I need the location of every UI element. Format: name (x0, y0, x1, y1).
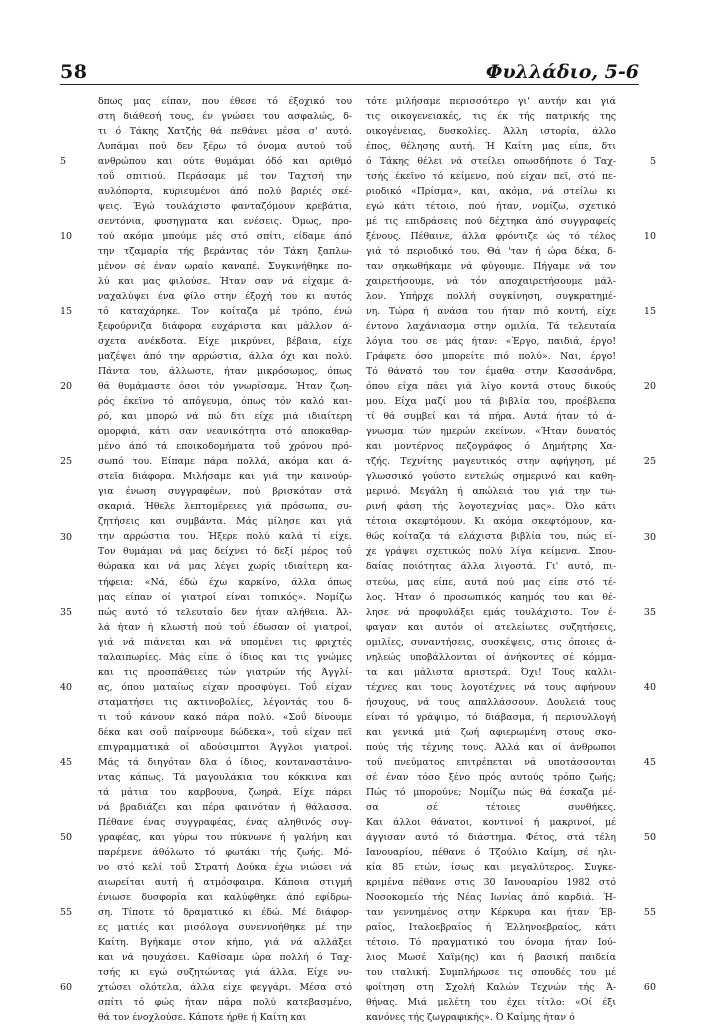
text-line: ήσυχους, νά τους απαλλάσσουν. Δουλειά τους (366, 696, 616, 708)
text-line: Πέθανε ένας συγγραφέας, ένας αληθινός συγ- (98, 816, 352, 828)
text-line: και γενικά μιά ζωή αφιερωμένη στους σκο- (366, 726, 616, 738)
text-line: Μάς τά διηγόταν δλα ό ίδιος, κονταναστάινο- (98, 756, 352, 768)
journal-title: Φυλλάδιο, 5-6 (485, 61, 639, 83)
text-line: ξένους. Πέθαινε, άλλα φρόντιζε ώς τό τέλος (366, 231, 616, 243)
text-line: την τζαμαρία τής βεράντας τόν Τάκη ξαπλω- (98, 246, 352, 258)
line-number: 15 (60, 306, 73, 318)
text-line: ας, όπου ματαίως είχαν προσφύγει. Τοΰ είχαν (98, 681, 352, 693)
line-number: 25 (643, 456, 656, 468)
text-line: Και άλλοι θάνατοι, κοντινοί ή μακρινοί, μέ (366, 816, 616, 828)
text-line: τι ό Τάκης Χατζής θά πεθάνει μέσα σ' αυτό. (98, 126, 352, 138)
text-line: τί θά συμβεί και τά πήρα. Αυτά ήταν τό ά- (366, 411, 616, 423)
text-line: λά ήταν ή κλωστή πού τοΰ έδωσαν οί γιατροί, (98, 621, 352, 633)
line-number: 50 (643, 831, 656, 843)
text-line: ραίος, Ιταλοεβραίος ή Έλληνοεβραίος, κάτι (366, 921, 616, 933)
text-line: νη. Τώρα ή ανάσα του ήταν πιό κοντή, είχε (366, 306, 616, 318)
text-line: τζής. Τεχνίτης μαγευτικός στην αφήγηση, μέ (366, 456, 616, 468)
line-number: 55 (643, 907, 656, 919)
text-line: τσής έκεϊνο τό κείμενο, πού είχαν πεϊ, στό πε- (366, 171, 616, 183)
line-number: 5 (649, 156, 656, 168)
text-line: ταν γεννημένος στην Κέρκυρα και ήταν Έβ- (366, 906, 616, 918)
text-line: σεντόνια, φυσηγματα και ενέσεις. Όμως, προ- (98, 216, 352, 228)
text-line: επιγραμματικά οί αδούσιμπτοι Άγγλοι γιατροί. (98, 741, 352, 753)
text-line: του ιταλική. Συμπλήρωσε τις σπουδές του μέ (366, 966, 616, 978)
text-line: λησε νά προφυλάξει εμάς τουλάχιστο. Τον έ- (366, 606, 616, 618)
text-line: σπίτι τό φώς ήταν πάρα πολύ κατεβασμένο, (98, 996, 352, 1008)
text-line: τέτοιο. Τό πραγματικό του όνομα ήταν Ιού- (366, 936, 616, 948)
text-line: λύ και μας φιλούσε. Ήταν σαν νά είχαμε ά- (98, 276, 352, 288)
text-line: τσής κι εγώ συζητώντας γιά άλλα. Είχε νυ- (98, 966, 352, 978)
line-number: 35 (643, 606, 656, 618)
line-number: 40 (60, 681, 73, 693)
text-line: θά τον ένοχλούσε. Κάποτε ήρθε ή Καίτη και (98, 1011, 307, 1023)
text-line: χε γράψει σχετικώς πολύ λίγα κείμενα. Σπου- (366, 546, 616, 558)
text-line: νο στό κελί τοΰ Στρατή Δούκα έχω νιώσει νά (98, 861, 352, 873)
text-line: Λυπάμαι πού δεν ξέρω τό όνομα αυτού τοΰ (98, 141, 352, 153)
text-line: λόγια του σε μάς ήταν: «Έργο, παιδιά, έργο! (366, 336, 616, 348)
text-line: τα και μάλιστα αριστερά. Όχι! Τους καλλι- (366, 666, 616, 678)
text-line: Τό θάνατό του τον έμαθα στην Κασσάνδρα, (366, 366, 616, 378)
page-number: 58 (60, 61, 88, 83)
line-number: 10 (60, 231, 73, 243)
text-line: αιωρείται αυτή ή ατμόσφαιρα. Κάποια στιγμή (98, 876, 352, 888)
text-line: τις οικογενειακές, τις έκ τής πατρικής της (366, 111, 616, 123)
text-line: ες ματιές και μισόλογα συνεννοήθηκε μέ την (98, 921, 352, 933)
text-line: θώρακα και νά μας λέγει χωρίς ιδιαίτερη κα- (98, 561, 352, 573)
text-line: τέχνες και τους λογοτέχνες νά τους αφήνουν (366, 681, 616, 693)
text-line: ό Τάκης θέλει νά στείλει οπωσδήποτε ό Ταχ- (366, 156, 616, 168)
text-line: μένον σέ έναν ωραίο καναπέ. Συγκινήθηκε πο- (98, 261, 352, 273)
text-line: δπως μας είπαν, που έθεσε τό έξοχικό του (98, 96, 352, 107)
text-line: Τον θυμάμαι νά μας δείχνει τό δεξί μέρος τοΰ (98, 546, 352, 558)
text-line: σωπό του. Είπαμε πάρα πολλά, ακόμα και ά- (98, 456, 352, 468)
right-column (366, 94, 616, 1025)
text-line: τά μάτια του καρβουνα, ζωηρά. Είχε πάρει (98, 786, 352, 798)
text-line: τοΰ πνεύματος επιτρέπεται νά υποτάσσονται (366, 756, 616, 768)
text-line: Γράφετε όσο μπορείτε πιό πολύ». Ναι, έργο! (366, 351, 616, 363)
text-line: Πώς τό μπορούνε; Νομίζω πώς θά έσκαζα μέ- (366, 786, 616, 798)
text-line: λον. Υπήρχε πολλή συγκίνηση, συγκρατημέ- (366, 291, 616, 303)
text-line: την αρρώστια του. Ήξερε πολύ καλά τί είχε. (98, 531, 352, 543)
text-line: ρό, και μπορώ νά πώ δτι είχε μιά ιδιαίτερη (98, 411, 352, 423)
text-line: ριοδικό «Πρίσμα», και, ακόμα, νά στείλω κι (366, 186, 616, 198)
text-line: Πάντα του, άλλωστε, ήταν μικρόσωμος, όπως (98, 366, 352, 378)
text-line: οικογένειας, δυσκολίες. Άλλη ιστορία, άλλο (366, 126, 616, 138)
text-line: νηλεώς υποβάλλονται οί άνήκοντες σέ κόμμα- (366, 651, 616, 663)
text-line: τοΰ σπιτιού. Περάσαμε μέ τον Ταχτσή την (98, 171, 352, 183)
text-line: τι τοΰ κάνουν κακό πάρα πολύ. «Σοΰ δίνουμε (98, 711, 352, 723)
text-line: γραφέας, και γύρω του πύκνωνε ή γαλήνη και (98, 831, 352, 843)
text-line: ση. Τίποτε τό δραματικό κι έδώ. Μέ διάφορ- (98, 906, 352, 918)
line-number: 50 (60, 831, 73, 843)
text-line: δαίας ποιότητας άλλα λιγοστά. Γι' αυτό, πι- (366, 561, 616, 573)
line-number: 20 (643, 381, 656, 393)
text-line: μερινό. Μεγάλη ή απώλειά του γιά την τω- (366, 486, 616, 498)
line-number: 45 (643, 756, 656, 768)
text-line: τήφεια: «Νά, έδώ έχω καρκίνο, άλλα όπως (98, 576, 352, 588)
line-number: 30 (643, 531, 656, 543)
text-line: μου. Είχα μαζί μου τά βιβλία του, προέβλεπα (366, 396, 616, 408)
text-line: στη διάθεσή τους, έν γνώσει του ασφαλώς, δ- (98, 111, 352, 123)
text-line: ομιλίες, συναντήσεις, συσκέψεις, στις όποιες ά- (366, 636, 616, 648)
text-line: φαγαν και αυτόν οί ατελείωτες συζητήσεις, (366, 621, 616, 633)
text-line: γνωσμα τών ημερών εκείνων. «Ήταν δυνατός (366, 426, 616, 438)
text-line: ένιωσε δυσφορία και καλύφθηκε άπό εφίδρω- (98, 891, 352, 903)
text-line: σα σέ τέτοιες συνθήκες. (366, 801, 616, 813)
text-line: κανόνες τής ζωγραφικής». Ό Καίμης ήταν ό (366, 1011, 575, 1023)
line-number: 60 (643, 982, 656, 994)
text-line: σέ έναν τόσο ξένο πρός αυτούς τρόπο ζωής; (366, 771, 616, 783)
left-column (98, 94, 352, 1025)
text-line: τότε μιλήσαμε περισσότερο γι' αυτήν και γιά (366, 96, 616, 107)
text-line: και τις προσπάθειες τών γιατρών τής Άγγλί- (98, 666, 352, 678)
text-line: και νά ησυχάσει. Καθίσαμε ώρα πολλή ό Ταχ- (98, 951, 352, 963)
text-line: θά θυμάμαστε όσοι τόν γνωρίσαμε. Ήταν ζωη- (98, 381, 352, 393)
text-line: τό καταχάρηκε. Τον κοίταζα μέ τρόπο, ένώ (98, 306, 352, 318)
text-line: γιά τό περιοδικό του. Θά 'ταν ή ώρα δέκα, δ- (366, 246, 616, 258)
text-line: εγώ κάτι τέτοιο, πού ήταν, νομίζω, σχετικό (366, 201, 616, 213)
text-line: όπου είχα πάει γιά λίγο κοντά στους δικούς (366, 381, 616, 393)
text-line: νά βραδιάζει και πέρα φαινόταν ή θάλασσα. (98, 801, 352, 813)
text-line: ντας κάπως. Τά μαγουλάκια του κόκκινα και (98, 771, 352, 783)
text-line: μαζέψει άπό την αρρώστια, άλλα όχι και πολύ. (98, 351, 352, 363)
text-line: για ένωση συγγραφέων, πού βρισκόταν στά (98, 486, 352, 498)
text-line: ζητήσεις και συμβάντα. Μάς μίλησε και γιά (98, 516, 352, 528)
text-line: Νοσοκομείο τής Νέας Ιωνίας άπό καρδιά. Ή- (366, 891, 616, 903)
text-line: πούς τής τέχνης τους. Άλλά και οί άνθρωποι (366, 741, 616, 753)
line-number: 45 (60, 756, 73, 768)
text-line: ναχαλύψει ένα φίλο στην έξοχή του κι αυτός (98, 291, 352, 303)
text-line: σχετα ανέκδοτα. Είχε μικρύνει, βέβαια, είχε (98, 336, 352, 348)
line-number: 40 (643, 681, 656, 693)
text-line: έπος, θέλησης αυτή. Ή Καίτη μας είπε, δτι (366, 141, 616, 153)
text-line: χαιρετήσουμε, νά τόν αποχαιρετήσουμε μάλ- (366, 276, 616, 288)
text-line: σταματήσει τις ακτινοβολίες, λέγοντάς του δ- (98, 696, 352, 708)
text-line: ταν σηκωθήκαμε νά φύγουμε. Πήγαμε νά τον (366, 261, 616, 273)
text-line: σκαριά. Ήθελε λεπτομέρειες γιά πρόσωπα, συ- (98, 501, 352, 513)
text-line: στεύω, μας είπε, αυτά πού μας είπε στό τέ- (366, 576, 616, 588)
text-line: τού ακόμα μπούμε μές στό σπίτι, είδαμε άπό (98, 231, 352, 243)
text-line: χτώσει ολότελα, άλλα είχε φεγγάρι. Μέσα στό (98, 981, 352, 993)
line-number: 10 (643, 231, 656, 243)
text-line: λος. Ήταν ό προσωπικός καημός του και θέ- (366, 591, 616, 603)
text-line: γλωσσικό γούστο εντελώς σημερινό και καθη- (366, 471, 616, 483)
page-header (60, 62, 639, 85)
line-number: 15 (643, 306, 656, 318)
text-line: θήνας. Μιά μελέτη του έχει τίτλο: «Οί έξι (366, 996, 616, 1008)
text-line: ρινή φάση τής λογοτεχνίας μας». Όλο κάτι (366, 501, 616, 513)
text-line: φοίτηση στη Σχολή Καλών Τεχνών τής Ά- (366, 981, 616, 993)
text-line: έντονο λαχάνιασμα στην ομιλία. Τά τελευταία (366, 321, 616, 333)
text-line: παρέμενε άθόλωτο τό φωτάκι τής ζωής. Μό- (98, 846, 352, 858)
text-line: είναι τό γράψιμο, τό διάβασμα, ή περισυλλογή (366, 711, 616, 723)
text-line: ξεφούρνιζα διάφορα ευχάριστα και μάλλον ά- (98, 321, 352, 333)
text-line: ρός έκεϊνο τό απόγευμα, όπως τόν καλό και- (98, 396, 352, 408)
text-line: ταλαιπωρίες. Μάς είπε ό ίδιος και τις γνώμες (98, 651, 352, 663)
text-line: ανθρώπου και ούτε θυμάμαι όδό και αριθμό (98, 156, 352, 168)
text-line: ψεις. Έγώ τουλάχιστο φανταζόμουν κρεβάτια, (98, 201, 352, 213)
text-line: τέτοια σκεφτόμουν. Κι ακόμα σκεφτόμουν, κα- (366, 516, 616, 528)
text-line: άγγισαν αυτό τό διάστημα. Φέτος, στά τέλη (366, 831, 616, 843)
text-line: ομορφιά, κάτι σαν νεανικότητα στό αποκαθαρ- (98, 426, 352, 438)
text-line: θώς κοίταζα τά ελάχιστα βιβλία του, πώς εί- (366, 531, 616, 543)
line-number: 55 (60, 907, 73, 919)
text-line: μένο άπό τά εποικοδομήματα τοΰ χρόνου πρό- (98, 441, 352, 453)
text-line: στεϊα διάφορα. Μιλήσαμε και γιά την καινούρ- (98, 471, 352, 483)
line-number: 20 (60, 381, 73, 393)
text-line: γιά νά πιάνεται και νά υπομένει τις φριχτές (98, 636, 352, 648)
line-number: 5 (60, 156, 67, 168)
text-line: κία 85 ετών, ίσως και μεγαλύτερος. Συγκε- (366, 861, 616, 873)
text-line: Καίτη. Βγήκαμε στον κήπο, γιά νά αλλάξει (98, 936, 352, 948)
text-line: αυλόπορτα, κυριευμένοι άπό πολύ βαριές σκέ- (98, 186, 352, 198)
text-line: κριμένα πέθανε στις 30 Ιανουαρίου 1982 στό (366, 876, 616, 888)
text-line: λιος Μωσέ Χαϊμ(ης) και ή βασική παιδεία (366, 951, 616, 963)
text-line: δέκα και σοΰ παίρνουμε δώδεκα», τοΰ είχαν πεϊ (98, 726, 352, 738)
text-line: μας είπαν οί γιατροί είναι τοπικός». Νομίζω (98, 591, 352, 603)
line-number: 60 (60, 982, 73, 994)
text-line: πώς αυτό τό τελευταίο δεν ήταν αλήθεια. Άλ- (98, 606, 352, 618)
text-line: Ιανουαρίου, πέθανε ό Τζούλιο Καίμη, σέ ηλι- (366, 846, 616, 858)
line-number: 35 (60, 606, 73, 618)
line-number: 25 (60, 456, 73, 468)
text-line: μέ τις επιδράσεις πού δέχτηκα άπό συγγραφείς (366, 216, 616, 228)
line-number: 30 (60, 531, 73, 543)
text-line: και μοντέρνος πεζογράφος ό Δημήτρης Χα- (366, 441, 616, 453)
